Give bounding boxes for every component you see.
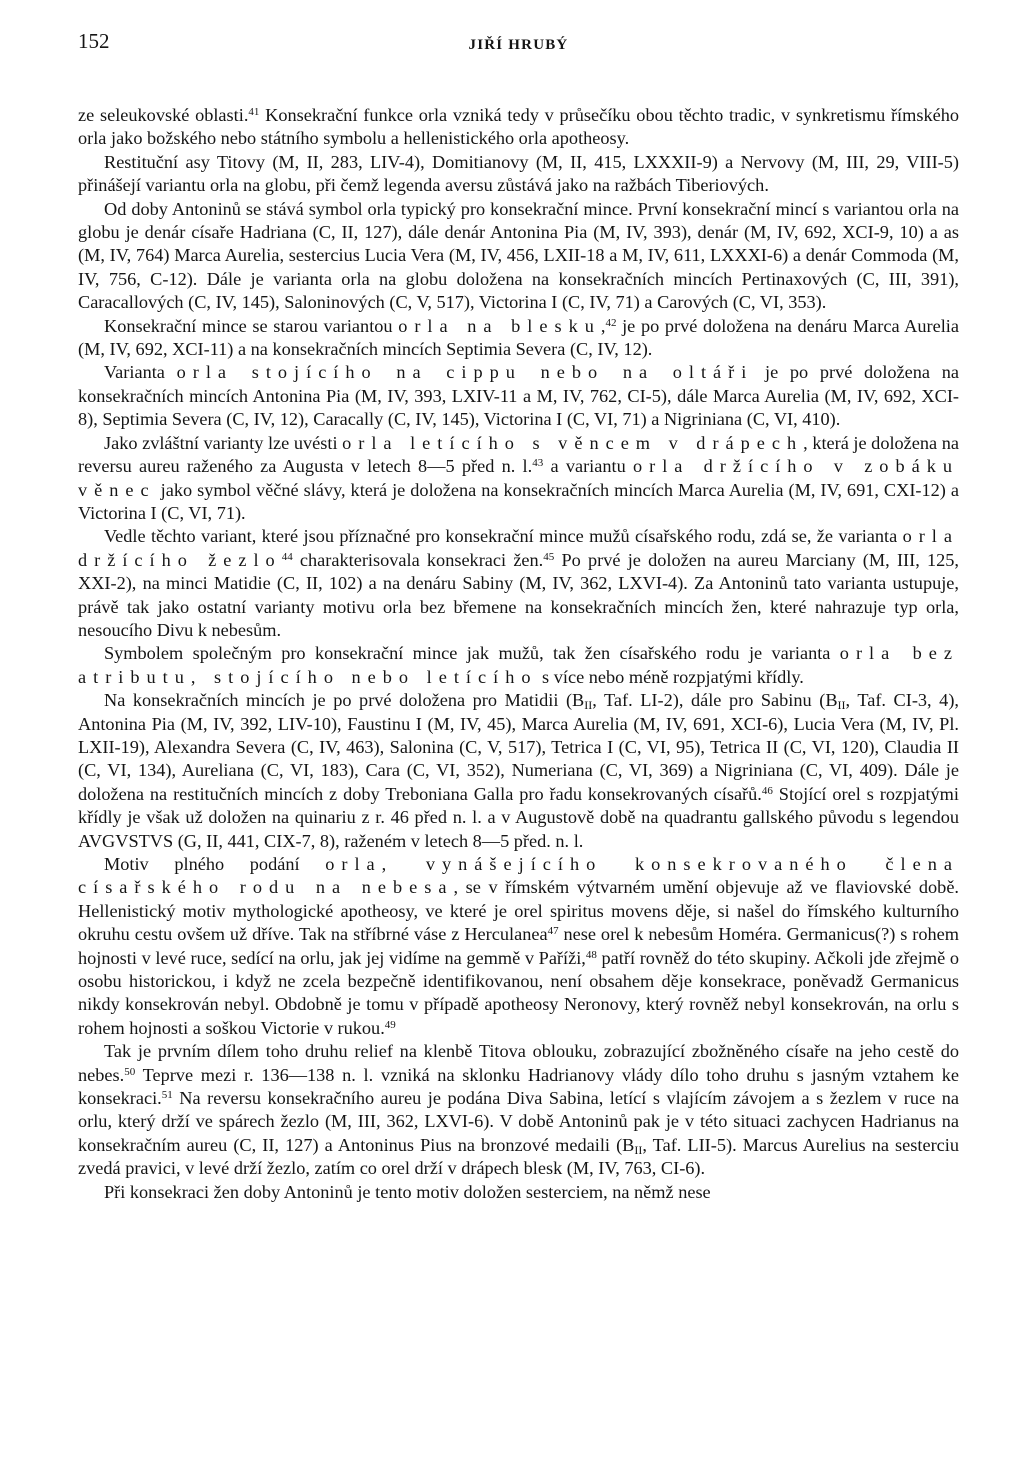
footnote-ref: 47 (547, 925, 559, 938)
page-number: 152 (78, 29, 110, 53)
footnote-ref: 49 (384, 1018, 396, 1031)
footnote-ref: 44 (281, 550, 293, 563)
spaced-emphasis: orla držícího v zobáku věnec (78, 456, 959, 500)
footnote-ref: 41 (248, 106, 260, 118)
footnote-ref: 51 (161, 1089, 173, 1102)
footnote-ref: 50 (124, 1065, 136, 1078)
paragraph: Vedle těchto variant, které jsou příznačné pro konsekrační mince mužů císařského rodu, zdá se, že varianta orla držícího žezlo$^{44}$ charakterisovala konsekraci žen.$^{45}$ Po prvé je doložen na aureu Marciany (M, III, 125, XXI-2), na minci Matidie (C, II, 102) a na denáru Sabiny (M, IV, 362, LXVI-4). Za Antoninů tato varianta ustupuje, právě tak jako ostatní varianty motivu orla bez břemene na konsekračních mincích žen, které nahrazuje typ orla, nesoucího Divu k nebesům. (78, 526, 959, 640)
spaced-emphasis: orla, vynášejícího konsekrovaného člena císařského rodu na nebesa (78, 854, 959, 898)
footnote-ref: 43 (532, 457, 544, 470)
paragraph: Na konsekračních mincích je po prvé doložena pro Matidii ($B_{II}$, Taf. LI-2), dále pro Sabinu ($B_{II}$, Taf. CI-3, 4), Antonina Pia (M, IV, 392, LIV-10), Faustinu I (M, IV, 45), Marca Aurelia (M, IV, 691, XCI-6), Lucia Vera (M, IV, Pl. LXII-19), Alexandra Severa (C, IV, 463), Salonina (C, V, 517), Tetrica I (C, VI, 95), Tetrica II (C, VI, 120), Claudia II (C, VI, 134), Aureliana (C, VI, 183), Cara (C, VI, 352), Numeriana (C, VI, 369) a Nigriniana (C, VI, 409). Dále je doložena na restitučních mincích z doby Treboniana Galla pro řadu konsekrovaných císařů.$^{46}$ Stojící orel s rozpjatými křídly je však už doložen na quinariu z r. 46 před n. l. a v Augustově době na quadrantu gallského původu s legendou AVGVSTVS (G, II, 441, CIX-7, 8), raženém v letech 8—5 před. n. l. (78, 690, 959, 851)
subscript: II (584, 698, 593, 713)
paragraph: ze seleukovské oblasti.$^{41}$ Konsekrační funkce orla vzniká tedy v průsečíku obou těchto tradic, v synkretismu římského orla jako božského nebo státního symbolu a hellenistického orla apotheosy. (78, 105, 959, 149)
spaced-emphasis: orla držícího žezlo (78, 526, 959, 570)
paragraph: Symbolem společným pro konsekrační mince jak mužů, tak žen císařského rodu je varianta orla bez atributu, stojícího nebo letícího s více nebo méně rozpjatými křídly. (78, 643, 959, 687)
subscript: II (837, 698, 846, 713)
running-head: JIŘÍ HRUBÝ (468, 37, 569, 53)
spaced-emphasis: orla na blesku (398, 315, 601, 336)
footnote-ref: 46 (761, 784, 773, 797)
footnote-ref: 42 (605, 316, 617, 329)
page (78, 30, 959, 1450)
paragraph: Varianta orla stojícího na cippu nebo na oltáři je po prvé doložena na konsekračních mincích Antonina Pia (M, IV, 393, LXIV-11 a M, IV, 762, CI-5), dále Marca Aurelia (M, IV, 692, XCI-8), Septimia Severa (C, IV, 12), Caracally (C, IV, 145), Victorina I (C, VI, 71) a Nigriniana (C, VI, 410). (78, 362, 959, 430)
paragraph: Tak je prvním dílem toho druhu relief na klenbě Titova oblouku, zobrazující zbožněného císaře na jeho cestě do nebes.$^{50}$ Teprve mezi r. 136—138 n. l. vzniká na sklonku Hadrianovy vlády dílo toho druhu s jasným vztahem ke konsekraci.$^{51}$ Na reversu konsekračního aureu je podána Diva Sabina, letící s vlajícím závojem a s žezlem v ruce na orlu, který drží ve spárech žezlo (M, III, 362, LXVI-6). V době Antoninů pak je v této situaci zachycen Hadrianus na konsekračním aureu (C, II, 127) a Antoninus Pius na bronzové medaili ($B_{II}$, Taf. LII-5). Marcus Aurelius na sesterciu zvedá pravici, v levé drží žezlo, zatím co orel drží v drápech blesk (M, IV, 763, CI-6). (78, 1041, 959, 1179)
spaced-emphasis: orla bez atributu, stojícího nebo letícího (78, 643, 959, 687)
footnote-ref: 48 (585, 948, 597, 961)
paragraph: Jako zvláštní varianty lze uvésti orla letícího s věncem v drápech, která je doložena na reversu aureu raženého za Augusta v letech 8—5 před n. l.$^{43}$ a variantu orla držícího v zobáku věnec jako symbol věčné slávy, která je doložena na konsekračních mincích Marca Aurelia (M, IV, 691, CXI-12) a Victorina I (C, VI, 71). (78, 432, 959, 523)
paragraph: Restituční asy Titovy (M, II, 283, LIV-4), Domitianovy (M, II, 415, LXXXII-9) a Nervovy (M, III, 29, VIII-5) přinášejí variantu orla na globu, při čemž legenda aversu zůstává jako na ražbách Tiberiových. (78, 151, 959, 196)
paragraph: Při konsekraci žen doby Antoninů je tento motiv doložen sesterciem, na němž nese (104, 1181, 711, 1202)
body-text (78, 104, 959, 1204)
page-header (78, 30, 959, 60)
footnote-ref: 45 (543, 550, 555, 563)
paragraph: Motiv plného podání orla, vynášejícího konsekrovaného člena císařského rodu na nebesa, se v římském výtvarném umění objevuje až ve flaviovské době. Hellenistický motiv mythologické apotheosy, ve které je orel spiritus movens děje, si našel do římského kulturního okruhu cestu ovšem už dříve. Tak na stříbrné váse z Herculanea$^{47}$ nese orel k nebesům Homéra. Germanicus(?) s rohem hojnosti v levé ruce, sedící na orlu, jak jej vidíme na gemmě v Paříži,$^{48}$ patří rovněž do této skupiny. Ačkoli jde zřejmě o osobu historickou, i když ne zcela bezpečně identifikovanou, není obsahem děje konsekrace, poněvadž Germanicus nikdy konsekrován nebyl. Obdobně je tomu v případě apotheosy Neronovy, který rovněž nebyl konsekrován, na orlu s rohem hojnosti a soškou Victorie v rukou.$^{49}$ (78, 854, 960, 1038)
paragraph: Od doby Antoninů se stává symbol orla typický pro konsekrační mince. První konsekrační mincí s variantou orla na globu je denár císaře Hadriana (C, II, 127), dále denár Antonina Pia (M, IV, 393), denár (M, IV, 692, XCI-9, 10) a as (M, IV, 764) Marca Aurelia, sestercius Lucia Vera (M, IV, 456, LXII-18 a M, IV, 611, LXXXI-6) a denár Commoda (M, IV, 756, C-12). Dále je varianta orla na globu doložena na konsekračních mincích Pertinaxových (C, III, 391), Caracallových (C, IV, 145), Saloninových (C, V, 517), Victorina I (C, IV, 71) a Carových (C, VI, 353). (78, 198, 959, 313)
spaced-emphasis: orla stojícího na cippu nebo na oltáři (176, 362, 754, 383)
subscript: II (634, 1142, 643, 1157)
paragraph: Konsekrační mince se starou variantou orla na blesku,$^{42}$ je po prvé doložena na denáru Marca Aurelia (M, IV, 692, XCI-11) a na konsekračních mincích Septimia Severa (C, IV, 12). (78, 315, 959, 360)
spaced-emphasis: orla letícího s věncem v drápech (342, 432, 804, 453)
